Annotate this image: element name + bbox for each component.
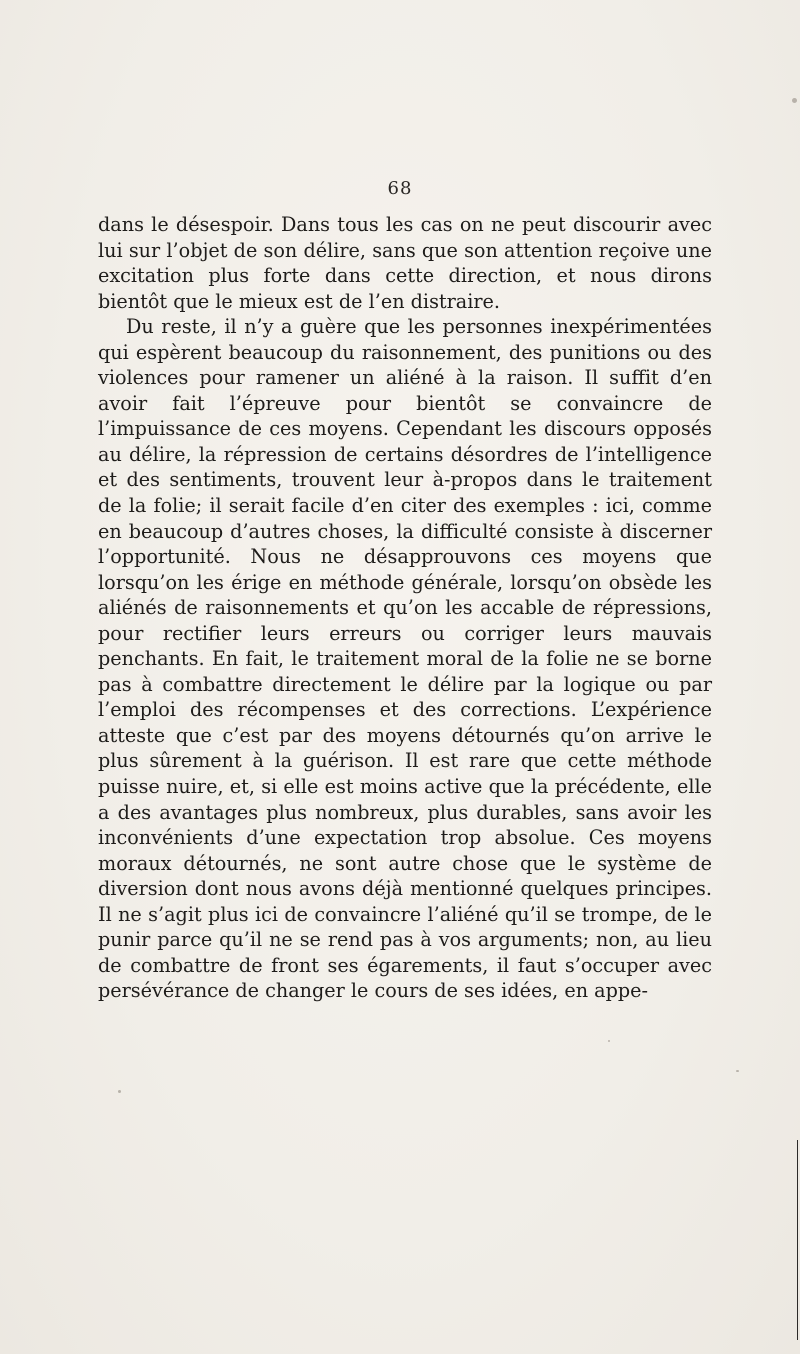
paper-speck xyxy=(608,1040,610,1042)
page-number: 68 xyxy=(387,178,413,199)
paragraph-2: Du reste, il n’y a guère que les personnes inexpérimentées qui espèrent beaucoup du raisonnement, des punitions ou des violences pour ramener un aliéné à la raison. Il suffit d’en avoir fait l’épreuve pour bientôt se convaincre de l’impuissance de ces moyens. Cependant les discours opposés au délire, la répression de certains désordres de l’intelligence et des sentiments, trouvent leur à-propos dans le traitement de la folie; il serait facile d’en citer des exemples : ici, comme en beaucoup d’autres choses, la difficulté consiste à discerner l’opportunité. Nous ne désapprouvons ces moyens que lorsqu’on les érige en méthode générale, lorsqu’on obsède les aliénés de raisonnements et qu’on les accable de répressions, pour rectifier leurs erreurs ou corriger leurs mauvais penchants. En fait, le traitement moral de la folie ne se borne pas à combattre directement le délire par la logique ou par l’emploi des récompenses et des corrections. L’expérience atteste que c’est par des moyens détournés qu’on arrive le plus sûrement à la guérison. Il est rare que cette méthode puisse nuire, et, si elle est moins active que la précédente, elle a des avantages plus nombreux, plus durables, sans avoir les inconvénients d’une expectation trop absolue. Ces moyens moraux détournés, ne sont autre chose que le système de diversion dont nous avons déjà mentionné quelques principes. Il ne s’agit plus ici de convaincre l’aliéné qu’il se trompe, de le punir parce qu’il ne se rend pas à vos arguments; non, au lieu de combattre de front ses égarements, il faut s’occuper avec persévérance de changer le cours de ses idées, en appe- xyxy=(98,315,712,1003)
paper-speck xyxy=(118,1090,121,1093)
paper-speck xyxy=(792,98,797,103)
page-edge-line xyxy=(797,1140,798,1340)
paragraph-1: dans le désespoir. Dans tous les cas on ne peut discourir avec lui sur l’objet de son délire, sans que son attention reçoive une excitation plus forte dans cette direction, et nous dirons bientôt que le mieux est de l’en distraire. xyxy=(98,213,712,313)
paper-speck xyxy=(736,1070,739,1072)
body-text xyxy=(98,212,712,1004)
